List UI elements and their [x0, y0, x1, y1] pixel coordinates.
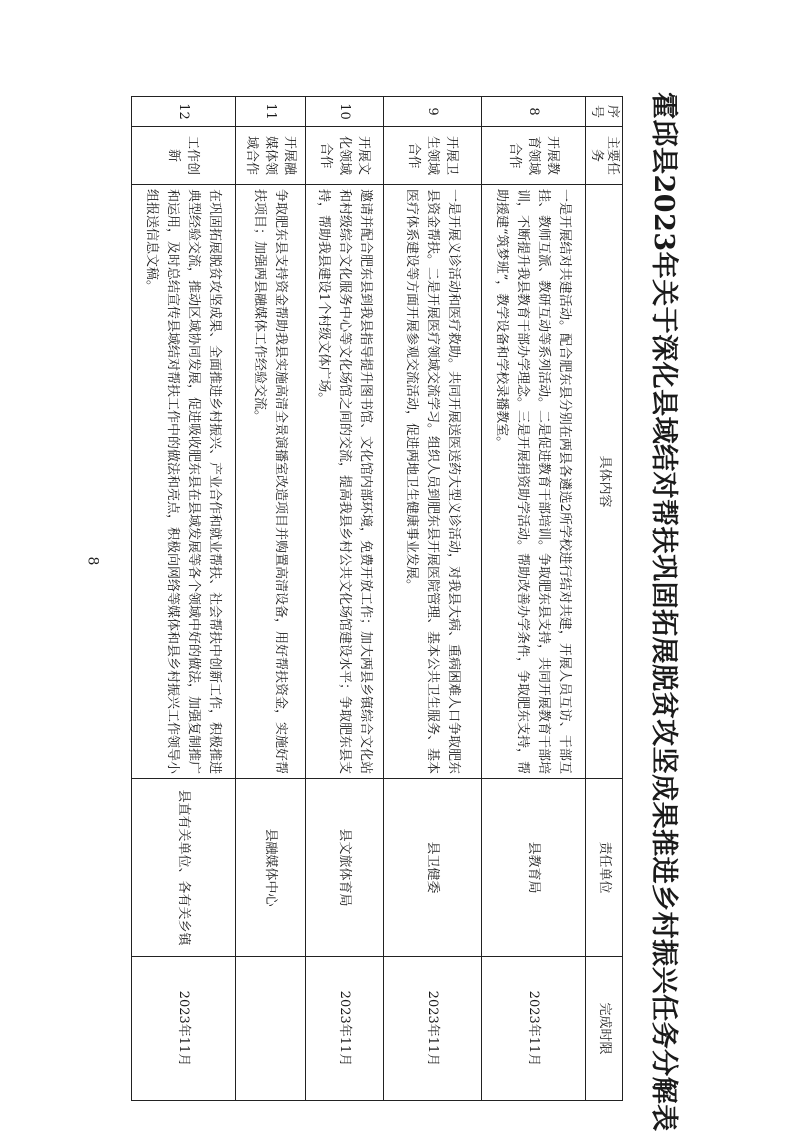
table-row: [132, 97, 236, 1101]
table-row: [236, 97, 306, 1101]
row-number: 12: [132, 97, 236, 127]
row-task: 开展融媒体领域合作: [236, 127, 306, 185]
row-content: 邀请并配合肥东县到我县指导提升图书馆、文化馆内部环境，免费开放工作；加大两县乡镇综合文化站和村级综合文化服务中心等文化场馆之间的交流，提高我县乡村公共文化场馆建设水平；争取肥东县支持，帮助我县建设1个村级文体广场。: [306, 185, 384, 779]
row-number: 9: [384, 97, 482, 127]
row-unit: 县直有关单位、各有关乡镇: [132, 779, 236, 957]
header-unit: 责任单位: [586, 779, 623, 957]
table-row: [306, 97, 384, 1101]
header-content: 具体内容: [586, 185, 623, 779]
row-deadline: 2023年11月: [132, 957, 236, 1101]
row-task: 工作创新: [132, 127, 236, 185]
row-deadline: [236, 957, 306, 1101]
row-content: 一是开展结对共建活动。配合肥东县分别在两县各遴选2所学校进行结对共建，开展人员互访、干部互挂、教师互派、教研互动等系列活动。二是促进教育干部培训。争取肥东县支持，共同开展教育干部培训，不断提升我县教育干部办学理念。三是开展捐资助学活动。帮助改善办学条件，争取肥东支持，帮助援建“筑梦班”，教学设备和学校录播教室。: [482, 185, 586, 779]
row-number: 11: [236, 97, 306, 127]
row-unit: 县卫健委: [384, 779, 482, 957]
document-title: 霍邱县2023年关于深化县域结对帮扶巩固拓展脱贫攻坚成果推进乡村振兴任务分解表: [648, 92, 679, 1132]
row-task: 开展教育领域合作: [482, 127, 586, 185]
row-task: 开展文化领域合作: [306, 127, 384, 185]
task-breakdown-table: [131, 96, 623, 1101]
header-deadline: 完成时限: [586, 957, 623, 1101]
row-number: 10: [306, 97, 384, 127]
header-task: 主要任务: [586, 127, 623, 185]
rotated-document-body: [97, 76, 687, 1132]
row-deadline: 2023年11月: [306, 957, 384, 1101]
row-content: 在巩固拓展脱贫攻坚成果、全面推进乡村振兴、产业合作和就业帮扶、社会帮扶中创新工作，积极推进典型经验交流，推动区域协同发展，促进吸收肥东县在县域发展等各个领域中好的做法，加强复制推广和运用，及时总结宣传县域结对帮扶工作中的做法和亮点，积极向网络等媒体和县乡村振兴工作领导小组报送信息文稿。: [132, 185, 236, 779]
row-unit: 县教育局: [482, 779, 586, 957]
header-no: 序号: [586, 97, 623, 127]
row-task: 开展卫生领域合作: [384, 127, 482, 185]
row-deadline: 2023年11月: [384, 957, 482, 1101]
row-unit: 县文旅体育局: [306, 779, 384, 957]
row-unit: 县融媒体中心: [236, 779, 306, 957]
table-header-row: [586, 97, 623, 1101]
row-number: 8: [482, 97, 586, 127]
table-row: [384, 97, 482, 1101]
page-number: 8: [84, 556, 101, 566]
table-row: [482, 97, 586, 1101]
row-deadline: 2023年11月: [482, 957, 586, 1101]
row-content: 一是开展义诊活动和医疗救助。共同开展送医送药大型义诊活动，对我县大病、重病困难人口争取肥东县资金帮扶。二是开展医疗领域交流学习。组织人员到肥东县开展医院管理、基本公共卫生服务、基本医疗体系建设等方面开展参观交流活动，促进两地卫生健康事业发展。: [384, 185, 482, 779]
row-content: 争取肥东县支持资金帮助我县实施高清全景演播室改造项目并购置高清设备，用好帮扶资金，实施好帮扶项目；加强两县融媒体工作经验交流。: [236, 185, 306, 779]
